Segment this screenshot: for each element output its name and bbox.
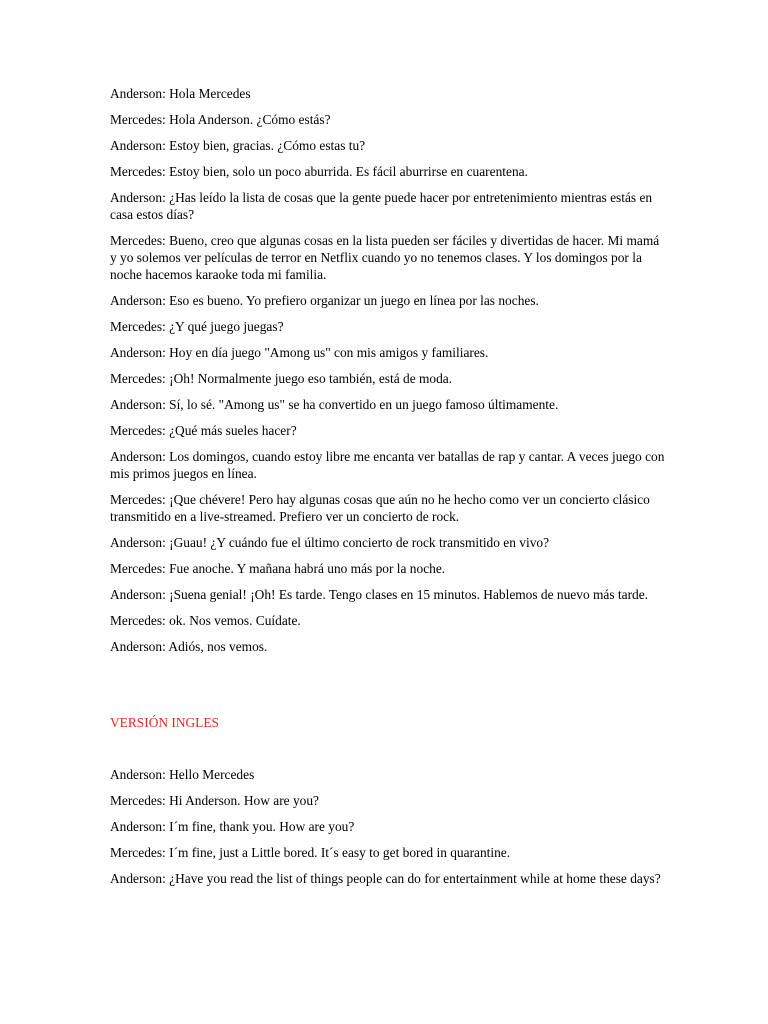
section-heading: VERSIÓN INGLES xyxy=(110,715,219,730)
dialogue-line: Anderson: I´m fine, thank you. How are you? xyxy=(110,819,355,834)
dialogue-line: Mercedes: ¿Qué más sueles hacer? xyxy=(110,423,297,438)
dialogue-line: Mercedes: ¡Que chévere! Pero hay algunas cosas que aún no he hecho como ver un concierto clásico transmitido en a live-streamed. Prefiero ver un concierto de rock. xyxy=(110,492,650,524)
dialogue-line: Anderson: Hola Mercedes xyxy=(110,86,251,101)
dialogue-line: Mercedes: Estoy bien, solo un poco aburrida. Es fácil aburrirse en cuarentena. xyxy=(110,164,528,179)
dialogue-line: Anderson: Hoy en día juego "Among us" con mis amigos y familiares. xyxy=(110,345,489,360)
dialogue-line: Anderson: Adiós, nos vemos. xyxy=(110,639,268,654)
dialogue-line: Anderson: Sí, lo sé. "Among us" se ha convertido en un juego famoso últimamente. xyxy=(110,397,559,412)
dialogue-line: Mercedes: ok. Nos vemos. Cuídate. xyxy=(110,613,301,628)
section-spacer xyxy=(110,664,666,714)
dialogue-line: Anderson: Hello Mercedes xyxy=(110,767,255,782)
spanish-dialogue xyxy=(110,85,666,655)
dialogue-line: Anderson: ¡Suena genial! ¡Oh! Es tarde. Tengo clases en 15 minutos. Hablemos de nuevo más tarde. xyxy=(110,587,649,602)
english-dialogue xyxy=(110,766,666,887)
dialogue-line: Mercedes: Fue anoche. Y mañana habrá uno más por la noche. xyxy=(110,561,446,576)
dialogue-line: Mercedes: ¡Oh! Normalmente juego eso también, está de moda. xyxy=(110,371,453,386)
dialogue-line: Mercedes: Hola Anderson. ¿Cómo estás? xyxy=(110,112,331,127)
dialogue-line: Mercedes: Hi Anderson. How are you? xyxy=(110,793,319,808)
dialogue-line: Anderson: Estoy bien, gracias. ¿Cómo estas tu? xyxy=(110,138,366,153)
dialogue-line: Mercedes: ¿Y qué juego juegas? xyxy=(110,319,284,334)
dialogue-line: Anderson: ¿Have you read the list of things people can do for entertainment while at home these days? xyxy=(110,871,661,886)
dialogue-line: Mercedes: I´m fine, just a Little bored. It´s easy to get bored in quarantine. xyxy=(110,845,511,860)
dialogue-line: Anderson: ¿Has leído la lista de cosas que la gente puede hacer por entretenimiento mientras estás en casa estos días? xyxy=(110,190,653,222)
document-page xyxy=(110,85,666,896)
dialogue-line: Mercedes: Bueno, creo que algunas cosas en la lista pueden ser fáciles y divertidas de hacer. Mi mamá y yo solemos ver películas de terror en Netflix cuando yo no tenemos clases. Y los domingos por la noche hacemos karaoke toda mi familia. xyxy=(110,233,660,282)
dialogue-line: Anderson: Los domingos, cuando estoy libre me encanta ver batallas de rap y cantar. A veces juego con mis primos juegos en línea. xyxy=(110,449,665,481)
section-spacer xyxy=(110,731,666,766)
dialogue-line: Anderson: ¡Guau! ¿Y cuándo fue el último concierto de rock transmitido en vivo? xyxy=(110,535,550,550)
dialogue-line: Anderson: Eso es bueno. Yo prefiero organizar un juego en línea por las noches. xyxy=(110,293,539,308)
